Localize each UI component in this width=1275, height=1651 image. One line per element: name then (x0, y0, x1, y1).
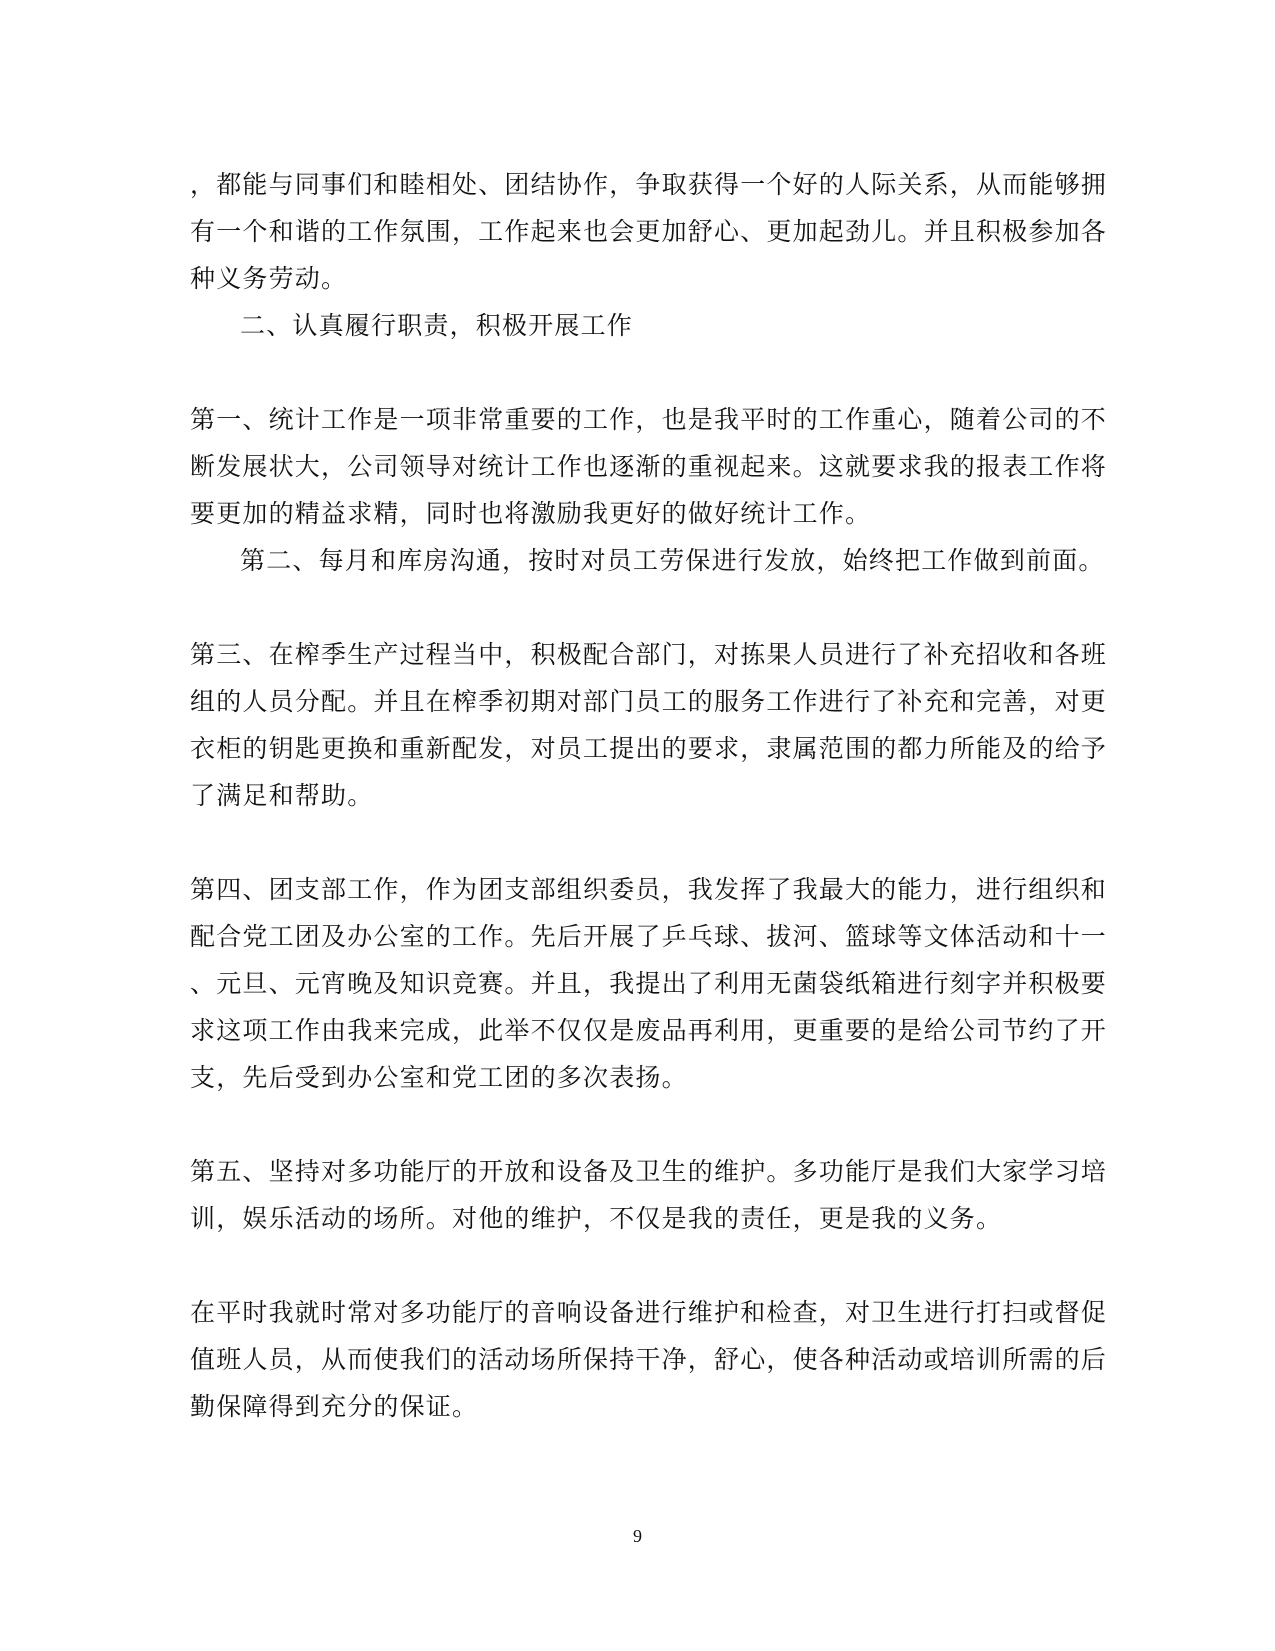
text-line: 组的人员分配。并且在榨季初期对部门员工的服务工作进行了补充和完善，对更 (190, 687, 1108, 716)
text-line: 种义务劳动。 (190, 264, 348, 293)
text-line: 有一个和谐的工作氛围，工作起来也会更加舒心、更加起劲儿。并且积极参加各 (190, 217, 1108, 246)
text-line: 第五、坚持对多功能厅的开放和设备及卫生的维护。多功能厅是我们大家学习培 (190, 1157, 1108, 1186)
text-line: 训，娱乐活动的场所。对他的维护，不仅是我的责任，更是我的义务。 (190, 1204, 1003, 1233)
text-line: 断发展状大，公司领导对统计工作也逐渐的重视起来。这就要求我的报表工作将 (190, 452, 1108, 481)
text-line: 值班人员，从而使我们的活动场所保持干净，舒心，使各种活动或培训所需的后 (190, 1345, 1108, 1374)
text-line: 支，先后受到办公室和党工团的多次表扬。 (190, 1063, 688, 1092)
section-heading: 二、认真履行职责，积极开展工作 (240, 311, 634, 340)
text-line: 第四、团支部工作，作为团支部组织委员，我发挥了我最大的能力，进行组织和 (190, 875, 1108, 904)
text-line: 衣柜的钥匙更换和重新配发，对员工提出的要求，隶属范围的都力所能及的给予 (190, 734, 1108, 763)
text-line: 了满足和帮助。 (190, 781, 374, 810)
text-line: 第一、统计工作是一项非常重要的工作，也是我平时的工作重心，随着公司的不 (190, 405, 1108, 434)
text-line: 、元旦、元宵晚及知识竞赛。并且，我提出了利用无菌袋纸箱进行刻字并积极要 (190, 969, 1108, 998)
text-line: 第二、每月和库房沟通，按时对员工劳保进行发放，始终把工作做到前面。 (240, 546, 1105, 575)
text-line: ，都能与同事们和睦相处、团结协作，争取获得一个好的人际关系，从而能够拥 (190, 170, 1108, 199)
text-line: 求这项工作由我来完成，此举不仅仅是废品再利用，更重要的是给公司节约了开 (190, 1016, 1108, 1045)
text-line: 在平时我就时常对多功能厅的音响设备进行维护和检查，对卫生进行打扫或督促 (190, 1298, 1108, 1327)
text-line: 勤保障得到充分的保证。 (190, 1392, 479, 1421)
text-line: 第三、在榨季生产过程当中，积极配合部门，对拣果人员进行了补充招收和各班 (190, 640, 1108, 669)
text-line: 要更加的精益求精，同时也将激励我更好的做好统计工作。 (190, 499, 872, 528)
text-line: 配合党工团及办公室的工作。先后开展了乒乓球、拔河、篮球等文体活动和十一 (190, 922, 1108, 951)
page-number: 9 (633, 1526, 642, 1546)
